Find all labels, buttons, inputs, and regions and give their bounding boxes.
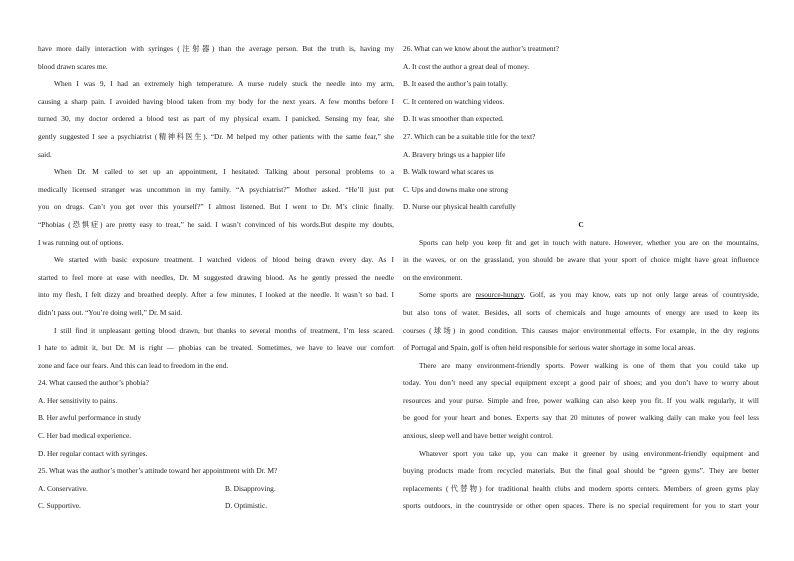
option-d[interactable]: D. Her regular contact with syringes. [38,448,148,458]
passage-line: on the environment. [403,272,463,282]
line-text: . Golf, as you may know, eats up not only large areas of countryside, [523,290,759,300]
passage-line: zone and face our fears. And this can lead to freedom in the end. [38,360,229,370]
passage-line: started to feel more at ease with needles, Dr. M suggested drawing blood. As he gently pressed the needle [38,272,394,282]
passage-line: buying products made from recycled materials. But the final goal should be “green gyms”. They are better [403,466,759,476]
passage-line [403,286,759,304]
left-column [38,40,394,515]
passage-line: replacements (代替物) for traditional health clubs and modern sports centers. Members of green gyms play [403,483,759,493]
option-d[interactable]: D. Nurse our physical health carefully [403,202,516,212]
passage-line: When I was 9, I had an extremely high temperature. A nurse rudely stuck the needle into my arm, [54,79,394,89]
passage-line: Whatever sport you take up, you can make it greener by using environment-friendly equipment and [419,448,759,458]
passage-line: be good for your heart and bones. Experts say that 20 minutes of power walking daily can make you feel less [403,413,759,423]
option-a[interactable]: A. It cost the author a great deal of money. [403,61,530,71]
passage-line: “Phobias (恐惧症) are pretty easy to treat,” he said. I wasn’t convinced of his words.But despite my doubts, [38,219,394,229]
passage-line: blood drawn scares me. [38,61,108,71]
options-row-2 [38,497,394,515]
section-heading: C [578,219,584,229]
question-stem: 24. What caused the author’s phobia? [38,378,149,388]
option-a[interactable]: A. Her sensitivity to pains. [38,395,118,405]
question-stem: 25. What was the author’s mother’s attitude toward her appointment with Dr. M? [38,466,278,476]
option-d[interactable]: D. Optimistic. [225,501,268,511]
option-a[interactable]: A. Bravery brings us a happier life [403,149,506,159]
passage-line: but also tons of water. Besides, all sorts of chemicals and huge amounts of energy are used to keep its [403,307,759,317]
passage-line: in the waves, or on the grassland, you should be aware that your sport of choice might have great influence [403,255,759,265]
option-b[interactable]: B. It eased the author’s pain totally. [403,79,508,89]
passage-line: There are many environment-friendly sports. Power walking is one of them that you could take up [419,360,759,370]
passage-c [403,234,759,516]
passage-b [38,40,394,374]
option-b[interactable]: B. Walk toward what scares us [403,167,494,177]
question-stem: 27. Which can be a suitable title for the text? [403,131,536,141]
passage-line: have more daily interaction with syringes (注射器) than the average person. But the truth is, having my [38,44,394,53]
question-26 [403,40,759,128]
passage-line: said. [38,149,52,159]
line-text: Some sports are [419,290,476,300]
option-c[interactable]: C. Her bad medical experience. [38,431,132,441]
passage-line: I still find it unpleasant getting blood drawn, but thanks to several months of treatment, I’m less scared. [54,325,394,335]
passage-line: When Dr. M called to set up an appointment, I hesitated. Talking about personal problems to a [54,167,394,177]
option-b[interactable]: B. Disapproving. [225,483,276,493]
passage-line: sports outdoors, in the countryside or other open spaces. There is no special requirement for you to start your [403,501,759,511]
passage-line: We started with basic exposure treatment. I watched videos of blood being drawn every day. As I [54,255,394,265]
question-25 [38,462,394,515]
passage-line: of Portugal and Spain, golf is often held responsible for serious water shortage in some local areas. [403,343,696,353]
passage-line: I hate to admit it, but Dr. M is right — phobias can be treated. Sometimes, we have to leave our comfort [38,343,394,353]
passage-line: turned 30, my doctor ordered a blood test as part of my physical exam. I panicked. Sensing my fear, she [38,114,394,124]
passage-line: I was running out of options. [38,237,124,247]
passage-line: you on drugs. Can’t you get over this yourself?” I almost listened. But I went to Dr. M’s clinic finally. [38,202,394,212]
passage-line: medically licensed stranger was uncommon in my family. “A psychiatrist?” Mother asked. “He’ll just put [38,184,394,194]
passage-line: anxious, sleep well and have better weight control. [403,431,554,441]
question-stem: 26. What can we know about the author’s treatment? [403,44,559,53]
option-b[interactable]: B. Her awful performance in study [38,413,142,423]
right-column [403,40,759,515]
passage-line: Sports can help you keep fit and get in touch with nature. However, whether you are on the mountains, [419,237,759,247]
passage-line: causing a sharp pain. I avoided having blood taken from my body for the next years. A few months before I [38,96,394,106]
passage-line: resources and your purse. Simple and free, power walking can also keep you fit. If you walk regularly, it will [403,395,759,405]
options-row-1 [38,480,394,498]
option-c[interactable]: C. It centered on watching videos. [403,96,505,106]
option-c[interactable]: C. Ups and downs make one strong [403,184,508,194]
passage-line: gently suggested I see a psychiatrist (精神科医生). “Dr. M helped my other patients with the same fear,” she [38,131,394,141]
passage-line: into my flesh, I felt dizzy and breathed deeply. After a few minutes, I looked at the needle. It wasn’t so bad. I [38,290,394,300]
passage-line: today. You don’t need any special equipment except a good pair of shoes; and you don’t have to worry about [403,378,759,388]
question-24 [38,374,394,462]
underlined-term: resource-hungry [475,290,524,300]
option-d[interactable]: D. It was smoother than expected. [403,114,504,124]
option-c[interactable]: C. Supportive. [38,501,81,511]
option-a[interactable]: A. Conservative. [38,483,88,493]
passage-line: courses (球场) in good condition. This causes major environmental effects. For example, in the dry regions [403,325,759,335]
question-27 [403,128,759,216]
passage-line: didn’t pass out. “You’re doing well,” Dr. M said. [38,307,183,317]
